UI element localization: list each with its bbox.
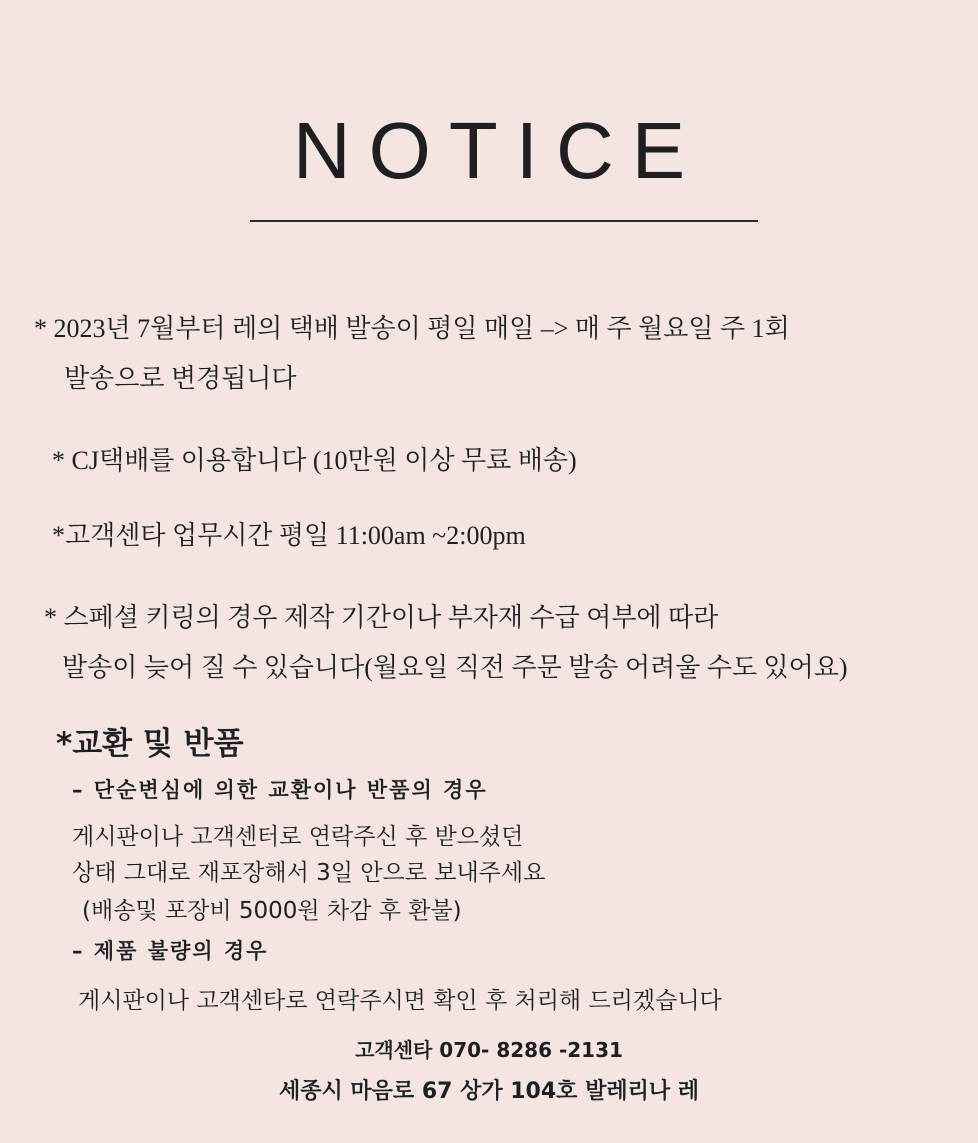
exchange-simple-line2: 상태 그대로 재포장해서 3일 안으로 보내주세요	[72, 860, 546, 886]
exchange-heading: *교환 및 반품	[56, 726, 244, 762]
exchange-defect-line1: 게시판이나 고객센타로 연락주시면 확인 후 처리해 드리겠습니다	[78, 988, 722, 1014]
notice-special-line1: * 스페셜 키링의 경우 제작 기간이나 부자재 수급 여부에 따라	[44, 603, 719, 632]
exchange-simple-line3: (배송및 포장비 5000원 차감 후 환불)	[82, 898, 462, 924]
footer-address: 세종시 마음로 67 상가 104호 발레리나 레	[278, 1079, 700, 1104]
notice-shipping-line1: * 2023년 7월부터 레의 택배 발송이 평일 매일 –> 매 주 월요일 주 1회	[34, 314, 790, 343]
exchange-simple-heading: – 단순변심에 의한 교환이나 반품의 경우	[72, 778, 488, 802]
footer-phone: 고객센타 070- 8286 -2131	[355, 1038, 623, 1062]
notice-courier: * CJ택배를 이용합니다 (10만원 이상 무료 배송)	[52, 446, 577, 475]
exchange-defect-heading: – 제품 불량의 경우	[72, 939, 269, 963]
exchange-simple-line1: 게시판이나 고객센터로 연락주신 후 받으셨던	[72, 824, 524, 850]
title-divider	[250, 220, 758, 222]
notice-special-line2: 발송이 늦어 질 수 있습니다(월요일 직전 주문 발송 어려울 수도 있어요)	[62, 653, 848, 682]
page-title: NOTICE	[292, 106, 704, 195]
notice-shipping-line2: 발송으로 변경됩니다	[64, 364, 297, 393]
notice-hours: *고객센타 업무시간 평일 11:00am ~2:00pm	[52, 521, 526, 550]
